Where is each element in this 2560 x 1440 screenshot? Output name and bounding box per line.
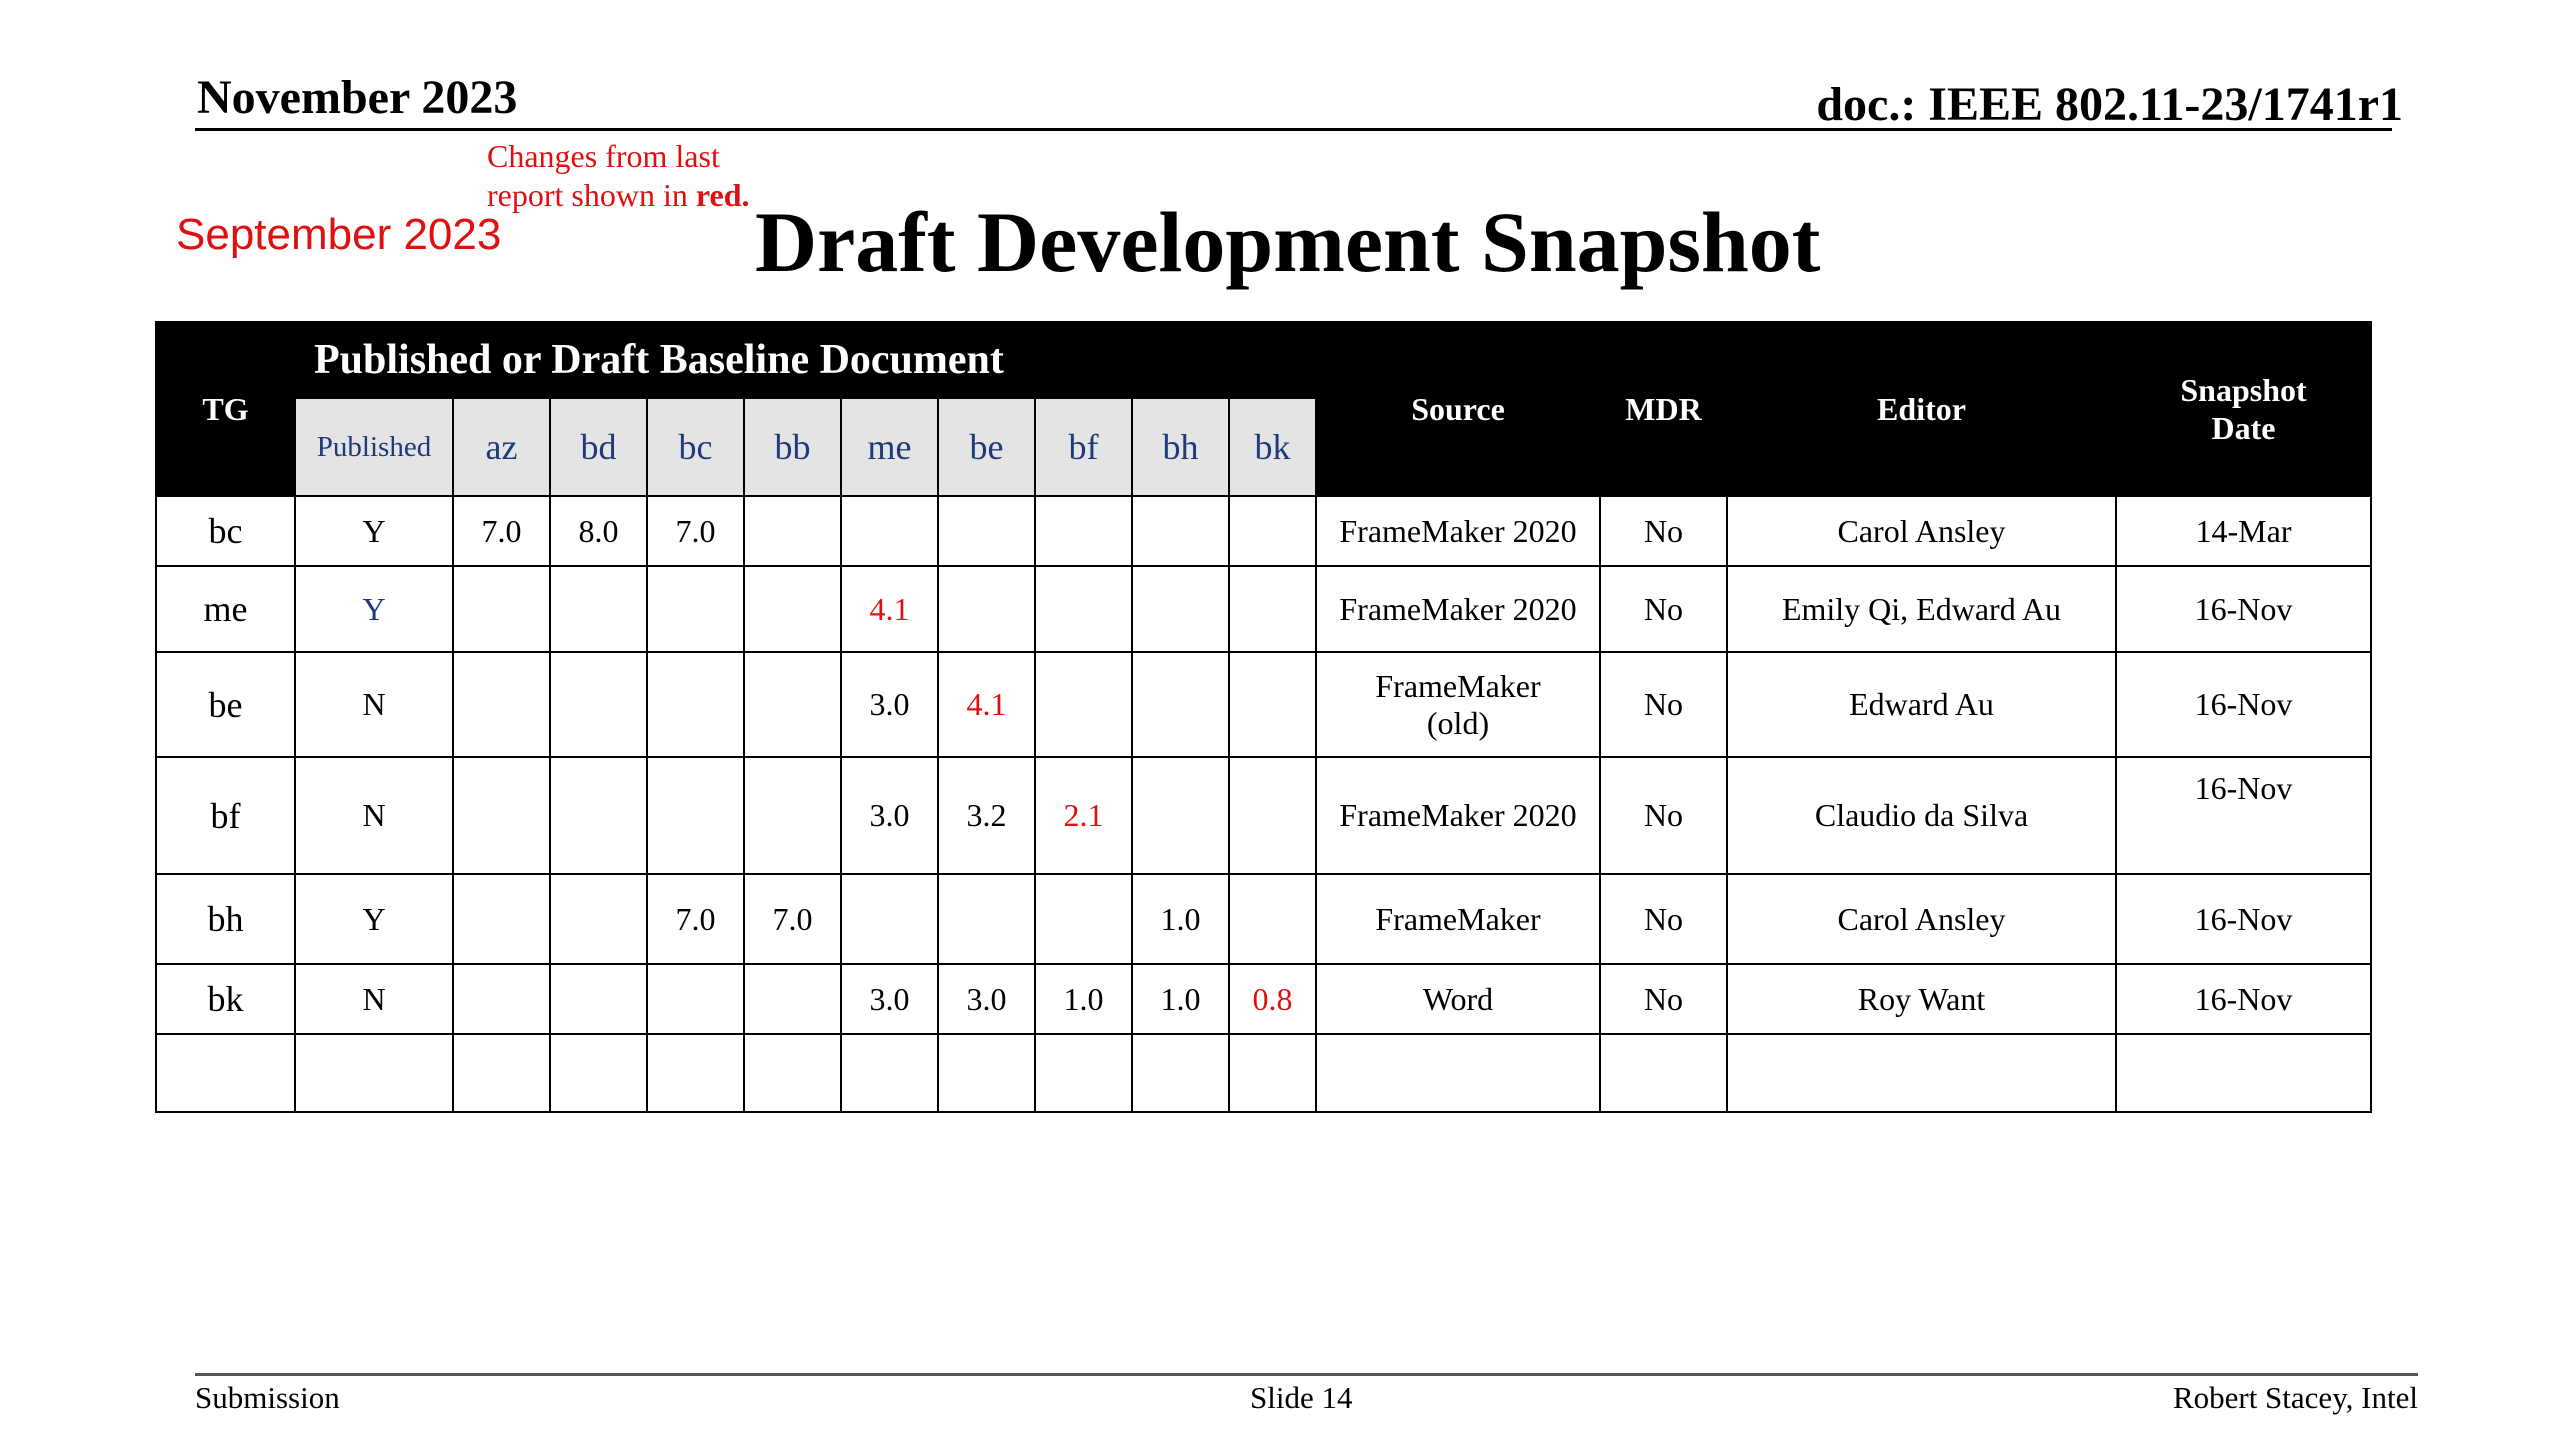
header-snapshot-date: [2116, 322, 2371, 496]
header-doc-id: doc.: IEEE 802.11-23/1741r1: [1816, 78, 2403, 131]
changes-note-line1: Changes from last: [487, 138, 720, 174]
subheader-draft-col: bb: [744, 398, 841, 496]
mdr-cell: [1600, 1034, 1727, 1112]
editor-cell: Carol Ansley: [1727, 874, 2116, 964]
version-cell: [744, 757, 841, 874]
version-cell: [453, 964, 550, 1034]
version-cell: N: [295, 757, 453, 874]
tg-cell: bc: [156, 496, 295, 566]
version-cell: [938, 874, 1035, 964]
version-cell: Y: [295, 496, 453, 566]
version-cell: [938, 1034, 1035, 1112]
version-cell: 2.1: [1035, 757, 1132, 874]
mdr-cell: No: [1600, 874, 1727, 964]
snapshot-table: [155, 321, 2372, 1113]
source-line1: FrameMaker: [1375, 667, 1541, 704]
version-cell: [1229, 874, 1316, 964]
previous-report-label: September 2023: [176, 210, 502, 259]
version-cell: [453, 757, 550, 874]
header-baseline: Published or Draft Baseline Document: [295, 322, 1316, 398]
tg-cell: be: [156, 652, 295, 757]
version-cell: [453, 874, 550, 964]
slide-title: Draft Development Snapshot: [755, 194, 1821, 290]
version-cell: 7.0: [647, 496, 744, 566]
source-cell: [1316, 566, 1600, 652]
version-cell: [1229, 496, 1316, 566]
version-cell: [550, 652, 647, 757]
version-cell: [841, 874, 938, 964]
version-cell: [647, 566, 744, 652]
subheader-draft-col: bh: [1132, 398, 1229, 496]
source-cell: [1316, 652, 1600, 757]
version-cell: [1035, 652, 1132, 757]
version-cell: [744, 964, 841, 1034]
version-cell: [744, 566, 841, 652]
snapshot-date-cell: 14-Mar: [2116, 496, 2371, 566]
version-cell: 3.0: [841, 652, 938, 757]
version-cell: [295, 1034, 453, 1112]
footer-author: Robert Stacey, Intel: [2172, 1380, 2418, 1415]
table-row: [156, 566, 2371, 652]
version-cell: [1035, 1034, 1132, 1112]
mdr-cell: No: [1600, 566, 1727, 652]
subheader-draft-col: me: [841, 398, 938, 496]
version-cell: [841, 496, 938, 566]
source-line1: FrameMaker 2020: [1339, 797, 1577, 833]
version-cell: [1132, 652, 1229, 757]
version-cell: 3.2: [938, 757, 1035, 874]
version-cell: [647, 652, 744, 757]
version-cell: [647, 964, 744, 1034]
version-cell: [453, 566, 550, 652]
tg-cell: bf: [156, 757, 295, 874]
footer-slide-number: Slide 14: [1250, 1380, 1353, 1415]
version-cell: [1035, 566, 1132, 652]
version-cell: 3.0: [841, 964, 938, 1034]
tg-cell: bh: [156, 874, 295, 964]
snapshot-date-cell: 16-Nov: [2116, 964, 2371, 1034]
version-cell: 4.1: [938, 652, 1035, 757]
changes-note-red: red.: [695, 177, 750, 213]
version-cell: [1132, 566, 1229, 652]
source-cell: [1316, 1034, 1600, 1112]
header-source: Source: [1316, 322, 1600, 496]
version-cell: 7.0: [647, 874, 744, 964]
version-cell: [550, 566, 647, 652]
snapshot-date-cell: 16-Nov: [2116, 874, 2371, 964]
mdr-cell: No: [1600, 964, 1727, 1034]
changes-note-prefix: report shown in: [487, 177, 696, 213]
version-cell: [1132, 1034, 1229, 1112]
snapshot-date-cell: 16-Nov: [2116, 566, 2371, 652]
source-cell: [1316, 964, 1600, 1034]
subheader-published: Published: [295, 398, 453, 496]
version-cell: [1035, 874, 1132, 964]
header-date: November 2023: [197, 71, 518, 124]
tg-cell: me: [156, 566, 295, 652]
version-cell: [938, 566, 1035, 652]
mdr-cell: No: [1600, 652, 1727, 757]
version-cell: [1035, 496, 1132, 566]
subheader-draft-col: bk: [1229, 398, 1316, 496]
version-cell: [1229, 566, 1316, 652]
version-cell: [647, 757, 744, 874]
source-line1: FrameMaker: [1375, 900, 1541, 937]
header-rule: [195, 128, 2392, 131]
source-line1: Word: [1422, 980, 1494, 1017]
source-line1: FrameMaker 2020: [1339, 512, 1577, 549]
header-date-line1: Snapshot: [2180, 372, 2307, 408]
snapshot-date-cell: [2116, 1034, 2371, 1112]
editor-cell: Emily Qi, Edward Au: [1727, 566, 2116, 652]
version-cell: Y: [295, 874, 453, 964]
version-cell: N: [295, 652, 453, 757]
version-cell: [1229, 757, 1316, 874]
editor-cell: Roy Want: [1727, 964, 2116, 1034]
table-row: [156, 757, 2371, 874]
subheader-draft-col: bd: [550, 398, 647, 496]
table-row: [156, 964, 2371, 1034]
table-row: [156, 652, 2371, 757]
version-cell: [938, 496, 1035, 566]
header-tg: TG: [156, 322, 295, 496]
version-cell: 1.0: [1132, 874, 1229, 964]
version-cell: [550, 964, 647, 1034]
header-date-line2: Date: [2211, 410, 2276, 446]
version-cell: [550, 757, 647, 874]
version-cell: [1229, 652, 1316, 757]
version-cell: Y: [295, 566, 453, 652]
version-cell: [744, 652, 841, 757]
version-cell: 1.0: [1035, 964, 1132, 1034]
version-cell: [453, 1034, 550, 1112]
source-cell: [1316, 757, 1600, 874]
header-editor: Editor: [1727, 322, 2116, 496]
table-row: [156, 874, 2371, 964]
version-cell: N: [295, 964, 453, 1034]
version-cell: [744, 1034, 841, 1112]
version-cell: 3.0: [841, 757, 938, 874]
editor-cell: [1727, 1034, 2116, 1112]
mdr-cell: No: [1600, 496, 1727, 566]
version-cell: 8.0: [550, 496, 647, 566]
version-cell: 0.8: [1229, 964, 1316, 1034]
snapshot-date-cell: 16-Nov: [2116, 757, 2371, 874]
source-cell: [1316, 496, 1600, 566]
subheader-draft-col: be: [938, 398, 1035, 496]
version-cell: [550, 1034, 647, 1112]
subheader-draft-col: bf: [1035, 398, 1132, 496]
mdr-cell: No: [1600, 757, 1727, 874]
source-cell: [1316, 874, 1600, 964]
version-cell: [1132, 757, 1229, 874]
version-cell: [453, 652, 550, 757]
subheader-draft-col: az: [453, 398, 550, 496]
version-cell: 1.0: [1132, 964, 1229, 1034]
version-cell: [647, 1034, 744, 1112]
editor-cell: Carol Ansley: [1727, 496, 2116, 566]
changes-note-line2: [487, 176, 749, 215]
editor-cell: Edward Au: [1727, 652, 2116, 757]
version-cell: [1132, 496, 1229, 566]
snapshot-date-cell: 16-Nov: [2116, 652, 2371, 757]
source-line2: (old): [1426, 704, 1490, 741]
subheader-draft-col: bc: [647, 398, 744, 496]
tg-cell: [156, 1034, 295, 1112]
version-cell: 3.0: [938, 964, 1035, 1034]
version-cell: 7.0: [744, 874, 841, 964]
version-cell: [841, 1034, 938, 1112]
table-row: [156, 496, 2371, 566]
version-cell: 4.1: [841, 566, 938, 652]
version-cell: [744, 496, 841, 566]
tg-cell: bk: [156, 964, 295, 1034]
source-line1: FrameMaker 2020: [1339, 590, 1577, 627]
version-cell: [1229, 1034, 1316, 1112]
changes-note: [487, 137, 749, 215]
table-row: [156, 1034, 2371, 1112]
editor-cell: Claudio da Silva: [1727, 757, 2116, 874]
version-cell: 7.0: [453, 496, 550, 566]
header-mdr: MDR: [1600, 322, 1727, 496]
footer-submission: Submission: [195, 1380, 340, 1415]
footer-rule: [195, 1373, 2418, 1376]
version-cell: [550, 874, 647, 964]
